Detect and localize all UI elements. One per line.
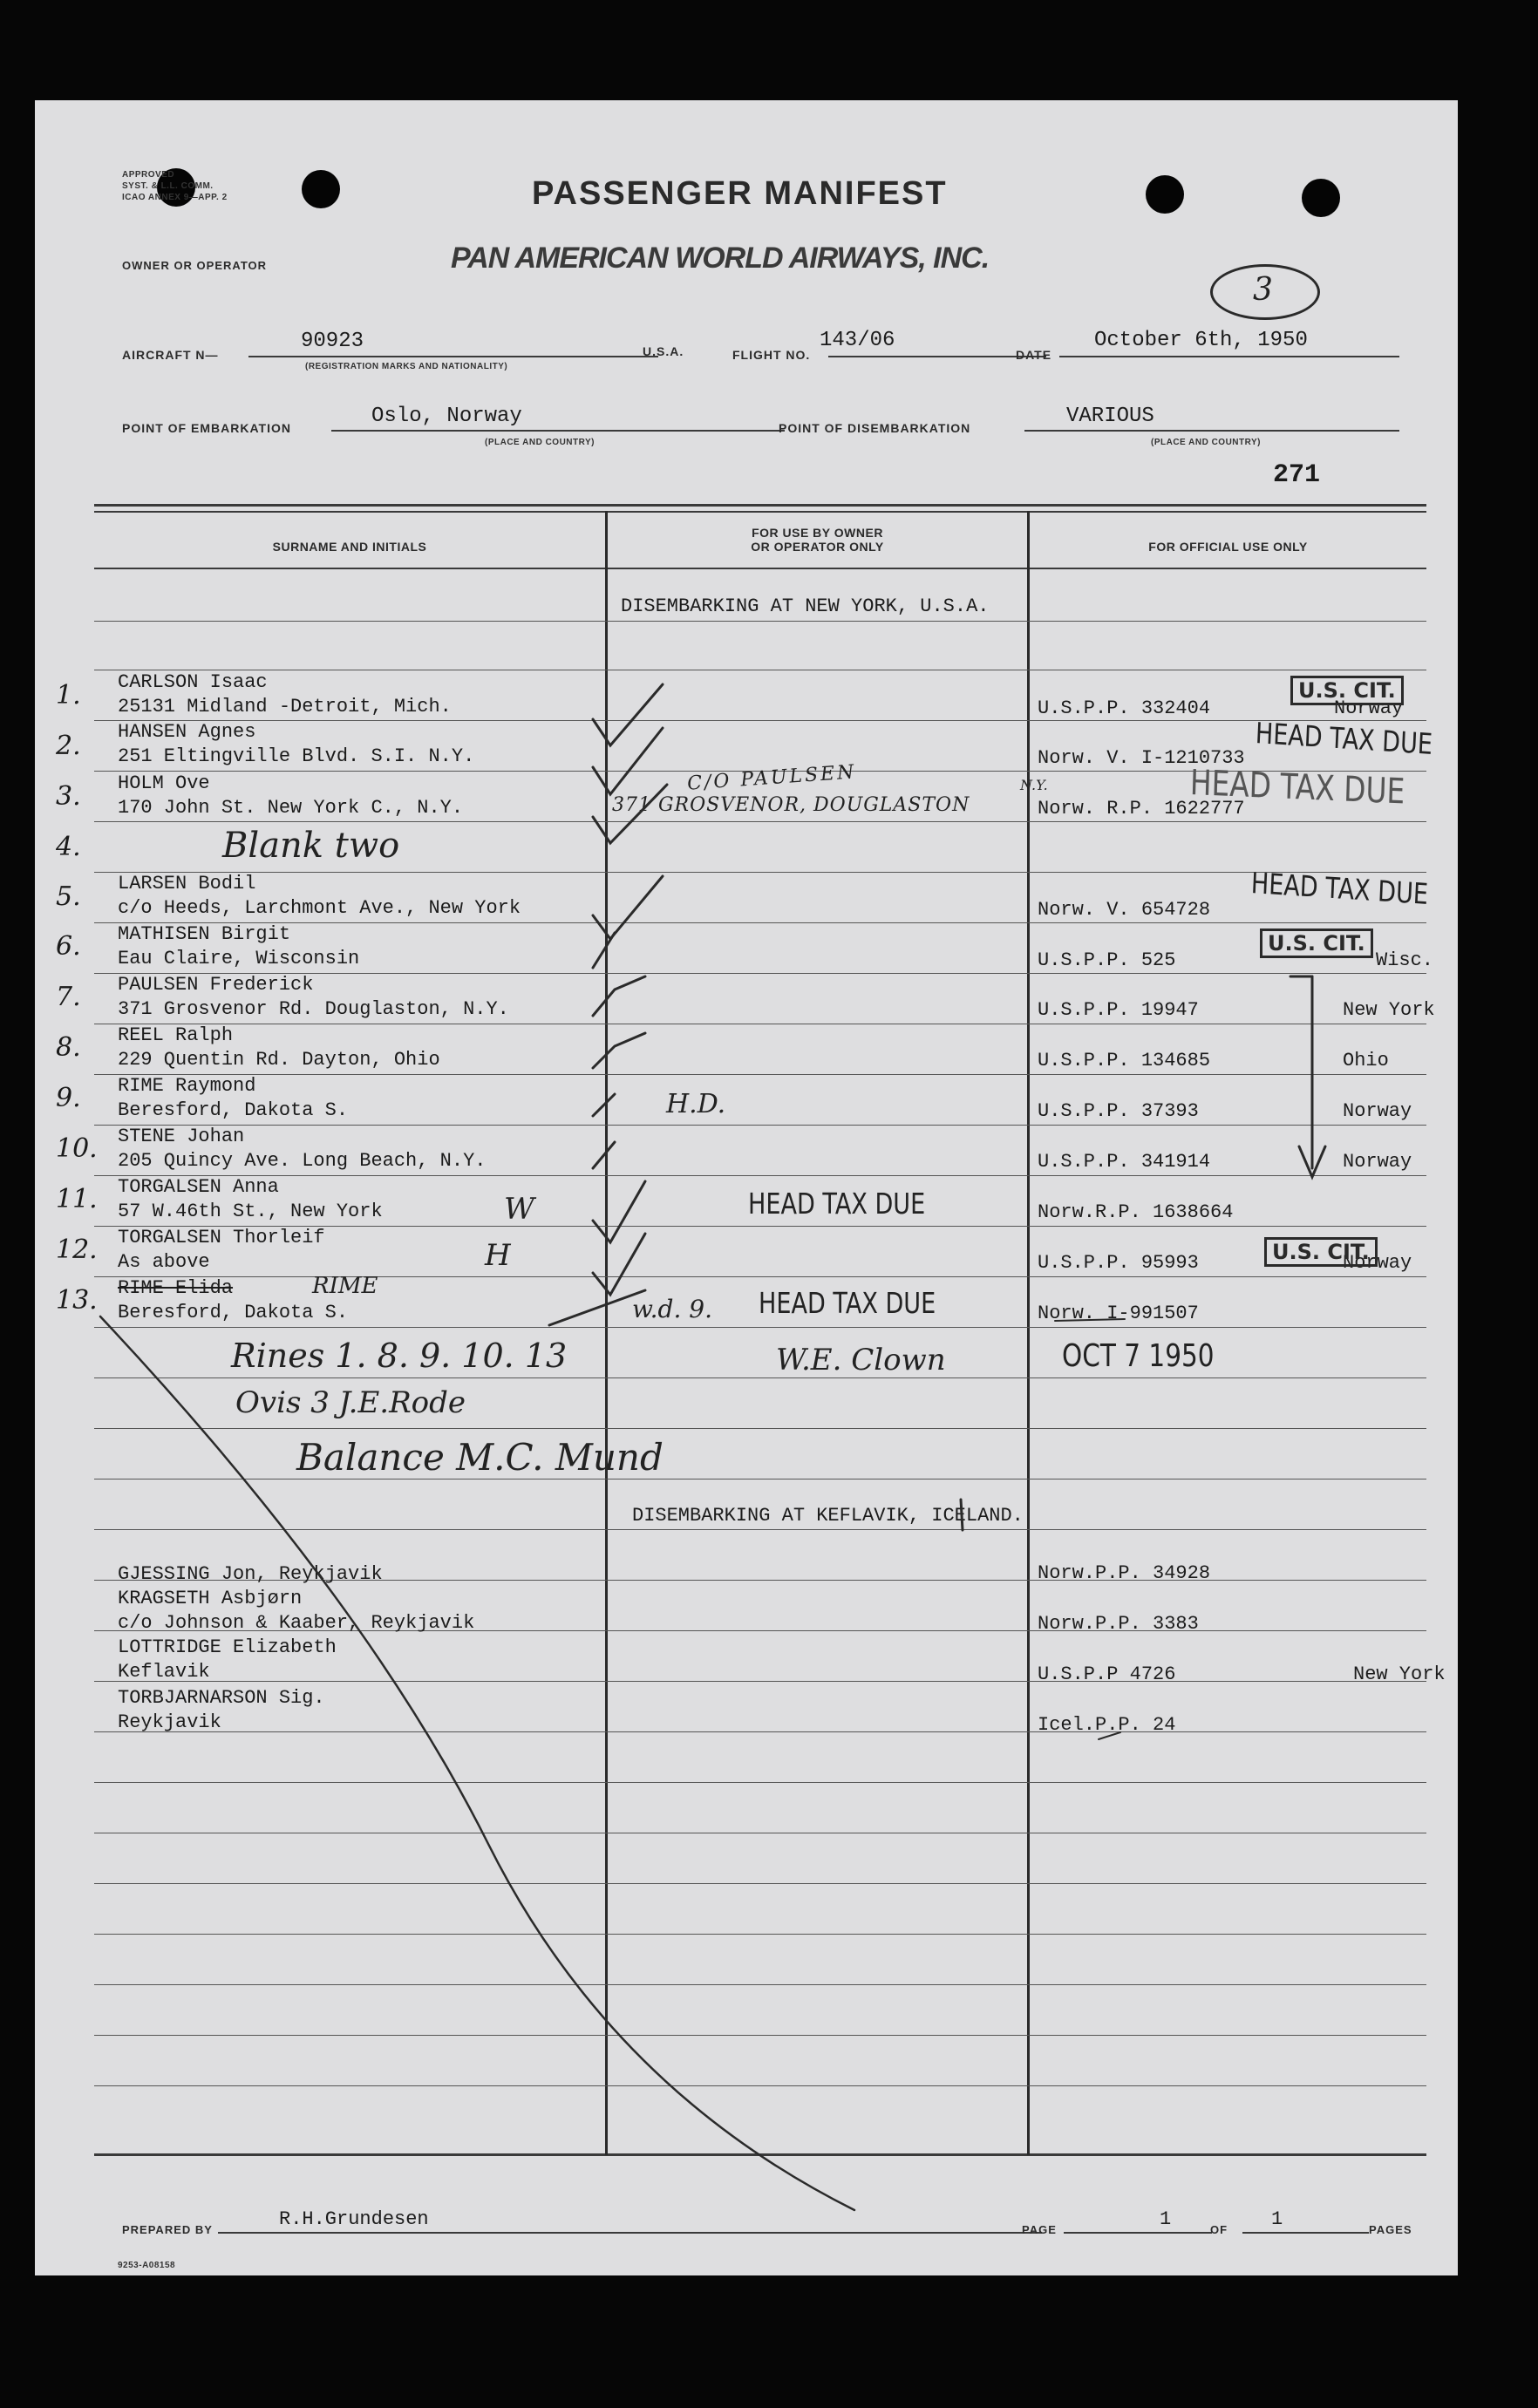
passenger-address: As above [118,1251,210,1273]
passenger-document: Norw.P.P. 34928 [1038,1562,1211,1584]
row-number: 1. [56,680,81,711]
page-total: 1 [1271,2208,1283,2230]
passenger-name: HOLM Ove [118,772,210,794]
passenger-name: LARSEN Bodil [118,873,256,894]
handwritten-signature: Ovis 3 J.E.Rode [235,1385,466,1420]
passenger-address: Reykjavik [118,1711,221,1733]
page-number: 1 [1160,2208,1172,2230]
passenger-address: 170 John St. New York C., N.Y. [118,797,464,819]
passenger-document: U.S.P.P. 525 [1038,949,1176,971]
page-label: PAGE [1022,2223,1057,2236]
handwritten-initials: w.d. 9. [632,1295,712,1323]
passenger-document: U.S.P.P 4726 [1038,1663,1176,1685]
row-number: 13. [56,1285,98,1316]
owner-label: OWNER OR OPERATOR [122,259,268,272]
flight-label: FLIGHT NO. [732,348,811,362]
passenger-address: Eau Claire, Wisconsin [118,948,360,969]
handwritten-signature: Rines 1. 8. 9. 10. 13 [231,1337,568,1375]
passenger-note: Norway [1343,1252,1412,1274]
page-underline [1064,2232,1212,2234]
circled-number-text: 3 [1253,272,1273,308]
passenger-document: U.S.P.P. 19947 [1038,999,1199,1021]
passenger-name: CARLSON Isaac [118,671,268,693]
row-number: 6. [56,931,81,962]
disembark-sublabel: (PLACE AND COUNTRY) [1151,438,1261,447]
passenger-address: 205 Quincy Ave. Long Beach, N.Y. [118,1150,487,1172]
official-column-header: FOR OFFICIAL USE ONLY [1148,540,1308,554]
head-tax-due-stamp: HEAD TAX DUE [1255,716,1433,761]
of-label: OF [1210,2223,1228,2236]
passenger-name: TORGALSEN Thorleif [118,1227,325,1248]
handwritten-address: 371 GROSVENOR, DOUGLASTON [612,794,970,816]
passenger-document: Icel.P.P. 24 [1038,1714,1176,1736]
passenger-document: U.S.P.P. 37393 [1038,1100,1199,1122]
form-number: 9253-A08158 [118,2261,176,2270]
us-citizen-stamp: U.S. CIT. [1260,929,1373,958]
passenger-address: Beresford, Dakota S. [118,1302,349,1323]
approval-line: APPROVED [122,170,175,180]
passenger-name: STENE Johan [118,1126,245,1147]
row-number: 8. [56,1032,81,1063]
passenger-address: 251 Eltingville Blvd. S.I. N.Y. [118,745,475,767]
manifest-sheet [35,100,1458,2275]
flight-number: 143/06 [820,329,895,352]
head-tax-due-stamp: HEAD TAX DUE [748,1187,926,1221]
section-heading-keflavik: DISEMBARKING AT KEFLAVIK, ICELAND. [632,1505,1024,1527]
passenger-document: Norw.R.P. 1638664 [1038,1201,1234,1223]
handwritten-strokes [35,100,1458,2275]
pages-label: PAGES [1369,2223,1412,2236]
passenger-document: Norw.P.P. 3383 [1038,1613,1199,1635]
handwritten-ny: N.Y. [1020,777,1048,793]
handwritten-signature: Balance M.C. Mund [296,1436,664,1479]
passenger-name: MATHISEN Birgit [118,923,291,945]
embark-value: Oslo, Norway [371,405,522,428]
passenger-document: U.S.P.P. 341914 [1038,1151,1211,1173]
row-number: 10. [56,1133,98,1164]
aircraft-label: AIRCRAFT N— [122,348,219,362]
passenger-address: Keflavik [118,1661,210,1683]
passenger-document: U.S.P.P. 95993 [1038,1252,1199,1274]
passenger-address: 25131 Midland -Detroit, Mich. [118,696,452,718]
row-number: 12. [56,1235,98,1265]
handwritten-rime: RIME [312,1273,378,1299]
passenger-name: TORBJARNARSON Sig. [118,1687,325,1709]
date-stamp: OCT 7 1950 [1062,1338,1215,1374]
passenger-note: Wisc. [1376,949,1434,971]
passenger-name: PAULSEN Frederick [118,974,314,996]
passenger-name: HANSEN Agnes [118,721,256,743]
handwritten-care-of: C/O PAULSEN [686,761,858,795]
head-tax-due-stamp: HEAD TAX DUE [1189,763,1405,813]
disembark-label: POINT OF DISEMBARKATION [779,421,971,435]
passenger-document: U.S.P.P. 134685 [1038,1050,1211,1071]
row-number: 9. [56,1083,81,1113]
prepared-underline [218,2232,1042,2234]
passenger-name: REEL Ralph [118,1024,234,1046]
owner-column-header-1: FOR USE BY OWNER [752,526,883,540]
us-citizen-stamp: U.S. CIT. [1290,676,1404,705]
passenger-name: RIME Raymond [118,1075,256,1097]
passenger-name: TORGALSEN Anna [118,1176,279,1198]
passenger-document: U.S.P.P. 332404 [1038,697,1211,719]
head-tax-due-stamp: HEAD TAX DUE [1250,866,1429,911]
row-number: 4. [56,832,81,862]
row-number: 5. [56,881,81,912]
prepared-by-label: PREPARED BY [122,2223,213,2236]
passenger-address: c/o Johnson & Kaaber, Reykjavik [118,1612,475,1634]
owner-column-header-2: OR OPERATOR ONLY [751,540,884,554]
embark-sublabel: (PLACE AND COUNTRY) [485,438,595,447]
date-value: October 6th, 1950 [1094,329,1308,352]
passenger-document: Norw. V. I-1210733 [1038,747,1245,769]
passenger-note: Norway [1334,697,1404,719]
passenger-address: 57 W.46th St., New York [118,1201,383,1222]
passenger-name: GJESSING Jon, Reykjavik [118,1563,383,1585]
handwritten-check-letter: W [504,1192,534,1227]
us-citizen-stamp: U.S. CIT. [1264,1237,1378,1267]
handwritten-check-letter: H [485,1238,511,1273]
serial-number: 271 [1273,460,1321,490]
passenger-address: 229 Quentin Rd. Dayton, Ohio [118,1049,440,1071]
page-title: PASSENGER MANIFEST [532,175,948,212]
passenger-note: Ohio [1343,1050,1389,1071]
row-number: 11. [56,1184,98,1214]
approval-line: ICAO ANNEX 9—APP. 2 [122,193,228,202]
prepared-by-value: R.H.Grundesen [279,2208,429,2230]
section-heading-new-york: DISEMBARKING AT NEW YORK, U.S.A. [621,595,990,617]
row-number: 2. [56,731,81,761]
passenger-name: LOTTRIDGE Elizabeth [118,1636,337,1658]
embark-label: POINT OF EMBARKATION [122,421,291,435]
aircraft-value: 90923 [301,330,364,353]
passenger-address: 371 Grosvenor Rd. Douglaston, N.Y. [118,998,509,1020]
of-underline [1242,2232,1369,2234]
passenger-note: New York [1353,1663,1446,1685]
approval-line: SYST. & L.L. COMM. [122,181,214,191]
passenger-note: Norway [1343,1100,1412,1122]
handwritten-initials: H.D. [666,1089,726,1119]
passenger-name: KRAGSETH Asbjørn [118,1588,303,1609]
row-number: 3. [56,781,81,812]
date-label: DATE [1016,348,1052,362]
disembark-value: VARIOUS [1066,405,1154,428]
row-number: 7. [56,982,81,1012]
aircraft-sublabel: (REGISTRATION MARKS AND NATIONALITY) [305,362,508,371]
handwritten-signature: W.E. Clown [776,1343,946,1377]
operator-name: PAN AMERICAN WORLD AIRWAYS, INC. [451,241,990,275]
passenger-name: RIME Elida [118,1277,234,1299]
passenger-document: Norw. V. 654728 [1038,899,1211,921]
passenger-note: New York [1343,999,1435,1021]
head-tax-due-stamp: HEAD TAX DUE [759,1286,936,1320]
handwritten-blank-note: Blank two [222,826,400,866]
passenger-document: Norw. R.P. 1622777 [1038,798,1245,820]
usa-label: U.S.A. [643,344,684,358]
passenger-address: Beresford, Dakota S. [118,1099,349,1121]
surname-column-header: SURNAME AND INITIALS [272,540,427,554]
passenger-note: Norway [1343,1151,1412,1173]
passenger-address: c/o Heeds, Larchmont Ave., New York [118,897,521,919]
passenger-document: Norw. I-991507 [1038,1303,1199,1324]
